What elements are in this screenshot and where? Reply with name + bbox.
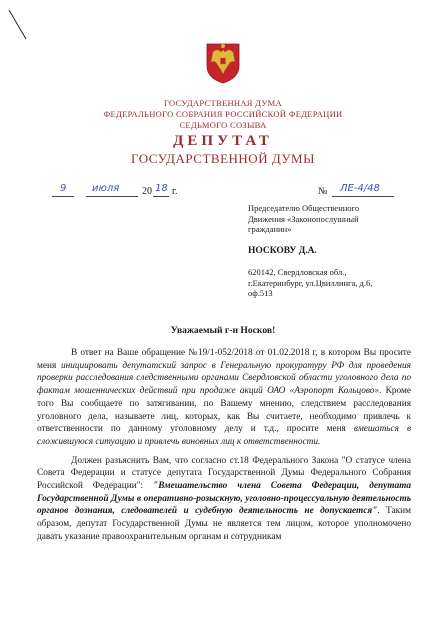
- day-value: 9: [60, 183, 67, 194]
- number-field: [318, 183, 408, 199]
- addressee-name: НОСКОВУ Д.А.: [248, 246, 317, 256]
- p2-intro: Должен разъяснить Вам, что согласно ст.18 Федерального Закона "О статусе члена Совета Федерации и статусе депутата Государственной Думы Федерального Собрания Российской Федерации":: [37, 455, 411, 492]
- addressee-line-1: Председателю Общественного: [248, 203, 360, 213]
- p1-details: . Кроме того Вы сообщаете по затягивании, по Вашему мнению, следствием расследования уголовного дела, называете лиц, которых, как Вы считаете, необходимо привлечь к ответственности по данному уголовному делу и т.д., просите меня: [37, 386, 411, 435]
- address-line-1: 620142, Свердловская обл.,: [248, 267, 347, 277]
- p1-request: инициировать депутатский запрос в Генеральную прокуратуру РФ для проведения проверки расследования следственными органами Свердловской области уголовного дела по фактам мошеннических действий при продаже акций ОАО «Аэропорт Кольцово»: [37, 360, 411, 397]
- p1-intro: В ответ на Ваше обращение №19/1-052/2018 от 01.02.2018 г, в котором Вы просите меня: [37, 348, 411, 371]
- p2-quote: "Вмешательство члена Совета Федерации, депутата Государственной Думы в оперативно-розыскную, уголовно-процессуальную деятельность органов дознания, следователей и судебную деятельность не допускается": [37, 481, 412, 517]
- p1-request-2: вмешаться в сложившуюся ситуацию и привлечь виновных лиц к ответственности.: [37, 424, 411, 447]
- number-value: ЛЕ-4/48: [340, 183, 380, 194]
- header-line-duma: ГОСУДАРСТВЕННАЯ ДУМА: [164, 98, 282, 108]
- day-line: [52, 196, 74, 197]
- address-line-2: г.Екатеринбург, ул.Цвиллинга, д.6,: [248, 277, 373, 288]
- greeting: Уважаемый г-н Носков!: [170, 325, 276, 336]
- date-field: [52, 183, 252, 199]
- number-label: №: [318, 186, 328, 197]
- year-mark: г.: [172, 186, 178, 197]
- year-suffix: 18: [155, 183, 168, 194]
- number-line: [332, 196, 394, 197]
- paragraph-1: [37, 347, 411, 449]
- paragraph-2: [37, 455, 411, 544]
- addressee-line-2: Движения «Законопослушный: [248, 213, 359, 224]
- p2-conclusion: . Таким образом, депутат Государственной Думы не является тем лицом, которое уполномочено давать указание правоохранительным органам и сотрудникам: [37, 506, 411, 542]
- addressee-address: [248, 267, 440, 299]
- letter-body: [37, 347, 411, 544]
- page-title: ДЕПУТАТ: [173, 133, 273, 149]
- month-line: [86, 196, 138, 197]
- page-subtitle: ГОСУДАРСТВЕННОЙ ДУМЫ: [131, 151, 315, 166]
- coat-of-arms-emblem: [205, 40, 241, 84]
- year-prefix: 20: [142, 186, 152, 197]
- header-line-assembly: ФЕДЕРАЛЬНОГО СОБРАНИЯ РОССИЙСКОЙ ФЕДЕРАЦИИ: [103, 109, 343, 119]
- addressee-block: [248, 203, 438, 235]
- header-line-convocation: СЕДЬМОГО СОЗЫВА: [179, 120, 267, 130]
- address-line-3: оф.513: [248, 288, 273, 298]
- addressee-line-3: гражданин»: [248, 224, 292, 234]
- year-line: [153, 196, 169, 197]
- pen-stroke: [6, 8, 30, 42]
- month-value: июля: [92, 183, 120, 194]
